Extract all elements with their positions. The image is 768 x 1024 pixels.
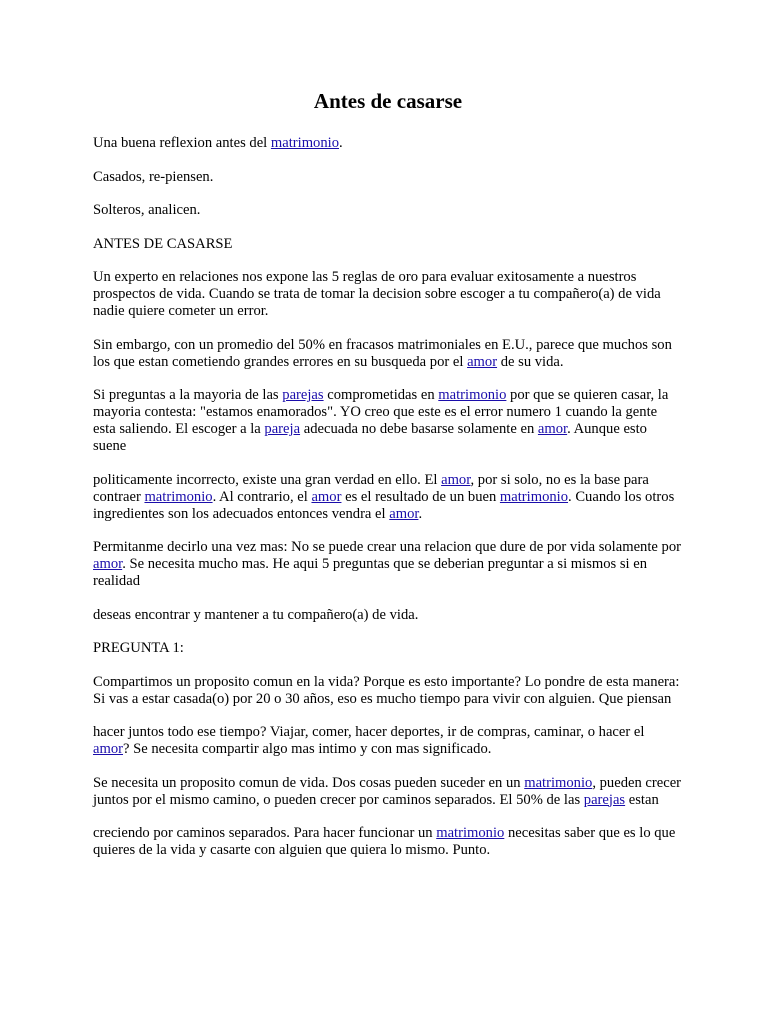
paragraph-text: . Cuando los otros ingredientes son los adecuados entonces vendra el bbox=[93, 488, 675, 522]
keyword-link[interactable]: pareja bbox=[264, 421, 301, 437]
paragraph-text: , pueden crecer juntos por el mismo camino, o pueden crecer por caminos separados. El 50% de las bbox=[93, 774, 682, 808]
paragraph-text: ? Se necesita compartir algo mas intimo y con mas significado. bbox=[123, 741, 492, 757]
paragraph-text: Permitanme decirlo una vez mas: No se puede crear una relacion que dure de por vida solamente por bbox=[93, 539, 681, 555]
document-title: Antes de casarse bbox=[313, 89, 463, 113]
paragraph-text: de su vida. bbox=[497, 353, 564, 370]
keyword-link[interactable]: matrimonio bbox=[436, 825, 505, 841]
paragraph bbox=[93, 775, 683, 809]
paragraph-text: estan bbox=[625, 791, 659, 808]
paragraph-text: necesitas saber que es lo que quieres de la vida y casarte con alguien que quiera lo mismo. Punto. bbox=[93, 825, 676, 858]
paragraph-text: Sin embargo, con un promedio del 50% en fracasos matrimoniales en E.U., parece que muchos son los que estan cometiendo grandes errores en su busqueda por el bbox=[93, 336, 672, 370]
paragraph-text: . Se necesita mucho mas. He aqui 5 preguntas que se deberian preguntar a si mismos si en realidad bbox=[93, 556, 648, 589]
paragraph-text: Solteros, analicen. bbox=[93, 202, 201, 218]
paragraph bbox=[93, 135, 683, 152]
paragraph-text: Casados, re-piensen. bbox=[93, 168, 214, 185]
paragraph-text: ANTES DE CASARSE bbox=[93, 235, 233, 252]
paragraph-text: , por si solo, no es la base para contraer bbox=[93, 471, 649, 505]
paragraph-text: creciendo por caminos separados. Para hacer funcionar un bbox=[93, 825, 437, 841]
paragraph-text: . bbox=[339, 135, 343, 151]
keyword-link[interactable]: matrimonio bbox=[438, 387, 507, 403]
keyword-link[interactable]: amor bbox=[467, 353, 498, 370]
paragraph-text: . bbox=[418, 505, 423, 522]
paragraph-text: . Aunque esto suene bbox=[93, 421, 647, 454]
paragraph bbox=[93, 236, 683, 253]
keyword-link[interactable]: matrimonio bbox=[499, 488, 569, 505]
keyword-link[interactable]: matrimonio bbox=[270, 135, 339, 151]
keyword-link[interactable]: amor bbox=[537, 421, 568, 437]
paragraph bbox=[93, 472, 683, 523]
document-body bbox=[93, 135, 683, 876]
paragraph bbox=[93, 539, 683, 590]
paragraph-text: . Al contrario, el bbox=[212, 488, 312, 505]
paragraph-text: comprometidas en bbox=[323, 387, 439, 403]
paragraph-text: PREGUNTA 1: bbox=[93, 640, 184, 656]
paragraph bbox=[93, 269, 683, 320]
paragraph bbox=[93, 387, 683, 455]
paragraph-text: Se necesita un proposito comun de vida. Dos cosas pueden suceder en un bbox=[93, 774, 525, 791]
keyword-link[interactable]: parejas bbox=[282, 387, 324, 403]
paragraph bbox=[93, 607, 683, 624]
paragraph-text: Un experto en relaciones nos expone las 5 reglas de oro para evaluar exitosamente a nuestros prospectos de vida. Cuando se trata de tomar la decision sobre escoger a tu compañero(a) de vida nadie quiere cometer un error. bbox=[93, 269, 661, 319]
paragraph bbox=[93, 825, 683, 859]
paragraph bbox=[93, 337, 683, 371]
paragraph bbox=[93, 202, 683, 219]
paragraph-text: Si preguntas a la mayoria de las bbox=[93, 387, 283, 403]
paragraph bbox=[93, 674, 683, 708]
paragraph-text: es el resultado de un buen bbox=[341, 488, 500, 505]
keyword-link[interactable]: amor bbox=[441, 471, 471, 488]
paragraph bbox=[93, 169, 683, 186]
paragraph-text: por que se quieren casar, la mayoria contesta: "estamos enamorados". YO creo que este es el error numero 1 cuando la gente esta saliendo. El escoger a la bbox=[93, 387, 669, 437]
keyword-link[interactable]: matrimonio bbox=[144, 488, 213, 505]
paragraph-text: Compartimos un proposito comun en la vida? Porque es esto importante? Lo pondre de esta manera: Si vas a estar casada(o) por 20 o 30 años, eso es mucho tiempo para vivir con alguien. Que piensan bbox=[93, 673, 680, 707]
paragraph-text: Una buena reflexion antes del bbox=[93, 135, 271, 151]
keyword-link[interactable]: amor bbox=[389, 505, 419, 522]
paragraph-text: adecuada no debe basarse solamente en bbox=[300, 421, 538, 437]
keyword-link[interactable]: amor bbox=[311, 488, 342, 505]
keyword-link[interactable]: matrimonio bbox=[524, 774, 593, 791]
paragraph-text: deseas encontrar y mantener a tu compañero(a) de vida. bbox=[93, 606, 419, 623]
keyword-link[interactable]: amor bbox=[93, 741, 123, 757]
keyword-link[interactable]: amor bbox=[93, 556, 123, 572]
keyword-link[interactable]: parejas bbox=[583, 791, 626, 808]
paragraph bbox=[93, 640, 683, 657]
paragraph-text: politicamente incorrecto, existe una gran verdad en ello. El bbox=[93, 471, 442, 488]
paragraph bbox=[93, 724, 683, 758]
paragraph-text: hacer juntos todo ese tiempo? Viajar, comer, hacer deportes, ir de compras, caminar, o hacer el bbox=[93, 724, 645, 740]
